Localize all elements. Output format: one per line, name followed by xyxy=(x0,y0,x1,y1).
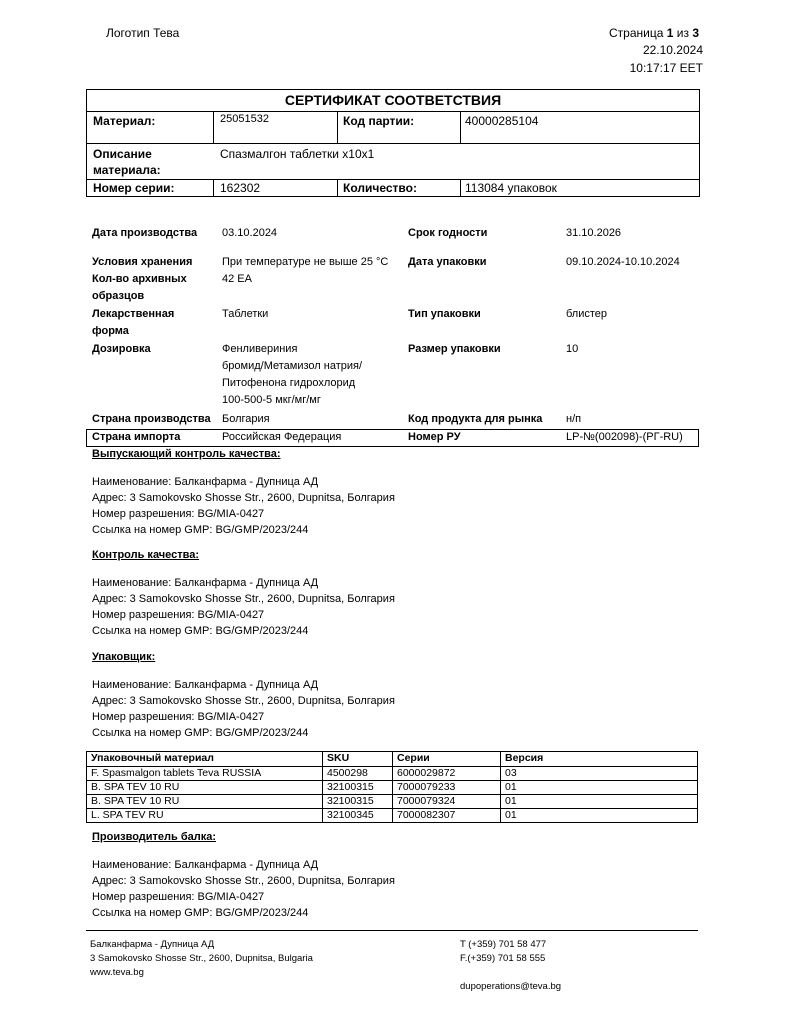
footer-web[interactable]: www.teva.bg xyxy=(90,967,144,978)
table-header-row xyxy=(87,752,698,767)
logo-placeholder: Логотип Тева xyxy=(106,26,180,40)
table-cell: 32100315 xyxy=(323,781,393,795)
table-cell: F. Spasmalgon tablets Teva RUSSIA xyxy=(87,767,323,781)
certificate-box xyxy=(86,89,700,197)
footer-contact-block xyxy=(460,938,561,994)
pack-size-value: 10 xyxy=(566,343,579,355)
import-value: Российская Федерация xyxy=(222,431,342,443)
section-title: Упаковщик: xyxy=(92,651,156,663)
table-row xyxy=(87,767,698,781)
table-header: Упаковочный материал xyxy=(87,752,323,767)
pack-type-label: Тип упаковки xyxy=(408,308,481,320)
series-value: 162302 xyxy=(220,181,261,195)
footer-fax: F.(+359) 701 58 555 xyxy=(460,953,546,964)
archive-label-2: образцов xyxy=(92,290,145,302)
table-cell: 01 xyxy=(501,795,698,809)
section-address xyxy=(92,575,395,639)
table-cell: 32100315 xyxy=(323,795,393,809)
import-row xyxy=(86,429,699,447)
storage-label: Условия хранения xyxy=(92,256,193,268)
ru-label: Номер РУ xyxy=(408,431,461,443)
table-header: Серии xyxy=(393,752,501,767)
batch-label: Код партии: xyxy=(343,114,415,128)
expiry-value: 31.10.2026 xyxy=(566,227,622,239)
address-line: Наименование: Балканфарма - Дупница АД xyxy=(92,859,319,871)
section-address xyxy=(92,474,395,538)
table-header: Версия xyxy=(501,752,698,767)
address-line: Наименование: Балканфарма - Дупница АД xyxy=(92,577,319,589)
series-label: Номер серии: xyxy=(93,181,175,195)
table-cell: L. SPA TEV RU xyxy=(87,809,323,823)
certificate-title: СЕРТИФИКАТ СООТВЕТСТВИЯ xyxy=(284,92,502,108)
address-line: Ссылка на номер GMP: BG/GMP/2023/244 xyxy=(92,907,309,919)
address-line: Номер разрешения: BG/MIA-0427 xyxy=(92,609,265,621)
section-address xyxy=(92,677,395,741)
market-code-value: н/п xyxy=(566,413,582,425)
table-cell: 7000079233 xyxy=(393,781,501,795)
section-address xyxy=(92,857,395,921)
address-line: Номер разрешения: BG/MIA-0427 xyxy=(92,508,265,520)
footer-divider xyxy=(86,930,698,931)
table-cell: B. SPA TEV 10 RU xyxy=(87,795,323,809)
expiry-label: Срок годности xyxy=(408,227,488,239)
table-cell: 7000079324 xyxy=(393,795,501,809)
production-date-label: Дата производства xyxy=(92,227,198,239)
table-cell: 01 xyxy=(501,809,698,823)
footer-phone: T (+359) 701 58 477 xyxy=(460,939,547,950)
import-label: Страна импорта xyxy=(92,431,181,443)
footer-address: 3 Samokovsko Shosse Str., 2600, Dupnitsa, Bulgaria xyxy=(90,953,313,964)
address-line: Адрес: 3 Samokovsko Shosse Str., 2600, Dupnitsa, Болгария xyxy=(92,492,395,504)
table-cell: 7000082307 xyxy=(393,809,501,823)
storage-value: При температуре не выше 25 °C xyxy=(222,256,389,268)
pack-date-value: 09.10.2024-10.10.2024 xyxy=(566,256,680,268)
archive-label-1: Кол-во архивных xyxy=(92,273,187,285)
print-time: 10:17:17 EET xyxy=(629,61,703,75)
address-line: Наименование: Балканфарма - Дупница АД xyxy=(92,476,319,488)
country-label: Страна производства xyxy=(92,413,211,425)
ru-value: LP-№(002098)-(РГ-RU) xyxy=(566,431,683,443)
pack-date-label: Дата упаковки xyxy=(408,256,487,268)
address-line: Номер разрешения: BG/MIA-0427 xyxy=(92,711,265,723)
table-cell: 03 xyxy=(501,767,698,781)
table-cell: 6000029872 xyxy=(393,767,501,781)
dosage-line: бромид/Метамизол натрия/ xyxy=(222,360,363,372)
quantity-value: 113084 упаковок xyxy=(465,181,557,195)
address-line: Наименование: Балканфарма - Дупница АД xyxy=(92,679,319,691)
table-row xyxy=(87,809,698,823)
address-line: Ссылка на номер GMP: BG/GMP/2023/244 xyxy=(92,727,309,739)
address-line: Ссылка на номер GMP: BG/GMP/2023/244 xyxy=(92,625,309,637)
pack-type-value: блистер xyxy=(566,308,608,320)
section-title: Производитель балка: xyxy=(92,831,217,843)
material-label: Материал: xyxy=(93,114,156,128)
market-code-label: Код продукта для рынка xyxy=(408,413,543,425)
description-label-2: материала: xyxy=(93,163,161,177)
dosage-form-value: Таблетки xyxy=(222,308,269,320)
dosage-form-label-1: Лекарственная xyxy=(92,308,175,320)
table-cell: 32100345 xyxy=(323,809,393,823)
footer-company: Балканфарма - Дупница АД xyxy=(90,939,215,950)
address-line: Ссылка на номер GMP: BG/GMP/2023/244 xyxy=(92,524,309,536)
table-header: SKU xyxy=(323,752,393,767)
quantity-label: Количество: xyxy=(343,181,417,195)
batch-value: 40000285104 xyxy=(465,114,539,128)
archive-value: 42 EA xyxy=(222,273,252,285)
dosage-form-label-2: форма xyxy=(92,325,129,337)
address-line: Адрес: 3 Samokovsko Shosse Str., 2600, Dupnitsa, Болгария xyxy=(92,593,395,605)
dosage-label: Дозировка xyxy=(92,343,151,355)
country-value: Болгария xyxy=(222,413,270,425)
table-cell: 4500298 xyxy=(323,767,393,781)
packaging-table xyxy=(86,751,698,823)
section-title: Контроль качества: xyxy=(92,549,200,561)
address-line: Адрес: 3 Samokovsko Shosse Str., 2600, Dupnitsa, Болгария xyxy=(92,695,395,707)
table-row xyxy=(87,781,698,795)
print-date: 22.10.2024 xyxy=(642,43,703,57)
description-value: Спазмалгон таблетки х10х1 xyxy=(220,147,375,161)
table-row xyxy=(87,795,698,809)
address-line: Адрес: 3 Samokovsko Shosse Str., 2600, Dupnitsa, Болгария xyxy=(92,875,395,887)
description-label-1: Описание xyxy=(93,147,152,161)
footer-email[interactable]: dupoperations@teva.bg xyxy=(460,981,562,992)
dosage-line: Фенливериния xyxy=(222,343,298,355)
pack-size-label: Размер упаковки xyxy=(408,343,501,355)
address-line: Номер разрешения: BG/MIA-0427 xyxy=(92,891,265,903)
dosage-line: 100-500-5 мкг/мг/мг xyxy=(222,394,321,406)
page-indicator: Страница 1 из 3 xyxy=(608,26,699,40)
table-cell: 01 xyxy=(501,781,698,795)
table-cell: B. SPA TEV 10 RU xyxy=(87,781,323,795)
dosage-line: Питофенона гидрохлорид xyxy=(222,377,356,389)
section-title: Выпускающий контроль качества: xyxy=(92,448,281,460)
material-value: 25051532 xyxy=(220,113,269,125)
production-date-value: 03.10.2024 xyxy=(222,227,278,239)
footer-company-block xyxy=(90,938,313,980)
